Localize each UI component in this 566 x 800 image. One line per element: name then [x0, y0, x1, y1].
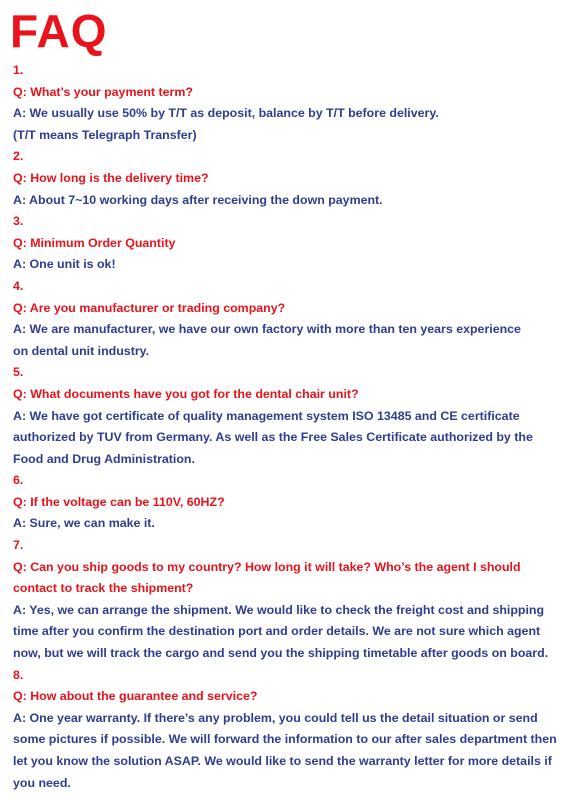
faq-question: Q: Minimum Order Quantity: [13, 235, 176, 250]
faq-question: Q: What’s your payment term?: [13, 84, 193, 99]
faq-answer: A: Yes, we can arrange the shipment. We would like to check the freight cost and shipping: [13, 602, 545, 617]
faq-list: [13, 60, 558, 794]
faq-item-number: 8.: [13, 667, 24, 682]
faq-item: [13, 60, 558, 146]
faq-answer: A: We have got certificate of quality management system ISO 13485 and CE certificate: [13, 408, 520, 423]
faq-answer: authorized by TUV from Germany. As well as the Free Sales Certificate authorized by the: [13, 430, 533, 445]
faq-item: [13, 146, 558, 211]
faq-answer: now, but we will track the cargo and send you the shipping timetable after goods on board.: [13, 646, 549, 661]
faq-question: contact to track the shipment?: [13, 581, 194, 596]
faq-answer: Food and Drug Administration.: [13, 451, 195, 466]
faq-item: [13, 535, 558, 665]
faq-answer: (T/T means Telegraph Transfer): [13, 127, 197, 142]
faq-item-number: 6.: [13, 473, 24, 488]
faq-question: Q: How long is the delivery time?: [13, 170, 209, 185]
faq-question: Q: How about the guarantee and service?: [13, 689, 258, 704]
faq-item-number: 3.: [13, 214, 24, 229]
faq-question: Q: If the voltage can be 110V, 60HZ?: [13, 494, 225, 509]
faq-answer: you need.: [13, 775, 71, 790]
faq-item: [13, 470, 558, 535]
faq-answer: A: One unit is ok!: [13, 257, 116, 272]
faq-answer: A: One year warranty. If there’s any problem, you could tell us the detail situation or send: [13, 710, 538, 725]
faq-question: Q: Are you manufacturer or trading company?: [13, 300, 286, 315]
faq-answer: A: We are manufacturer, we have our own factory with more than ten years experience: [13, 322, 521, 337]
faq-item: [13, 362, 558, 470]
faq-answer: A: Sure, we can make it.: [13, 516, 155, 531]
faq-answer: A: About 7~10 working days after receiving the down payment.: [13, 192, 383, 207]
faq-answer: on dental unit industry.: [13, 343, 150, 358]
faq-item: [13, 665, 558, 795]
faq-answer: let you know the solution ASAP. We would like to send the warranty letter for more details if: [13, 754, 552, 768]
faq-answer: time after you confirm the destination port and order details. We are not sure which agent: [13, 624, 541, 639]
faq-question: Q: What documents have you got for the dental chair unit?: [13, 386, 359, 401]
faq-item-number: 4.: [13, 278, 24, 293]
faq-answer: some pictures if possible. We will forward the information to our after sales department then: [13, 732, 557, 747]
faq-item-number: 7.: [13, 538, 24, 553]
faq-item-number: 5.: [13, 365, 24, 380]
page-title: FAQ: [10, 5, 108, 57]
faq-item-number: 1.: [13, 63, 24, 77]
faq-question: Q: Can you ship goods to my country? How long it will take? Who’s the agent I should: [13, 559, 521, 574]
faq-answer: A: We usually use 50% by T/T as deposit, balance by T/T before delivery.: [13, 106, 439, 121]
faq-item: [13, 211, 558, 276]
faq-item: [13, 276, 558, 362]
faq-item-number: 2.: [13, 149, 24, 164]
